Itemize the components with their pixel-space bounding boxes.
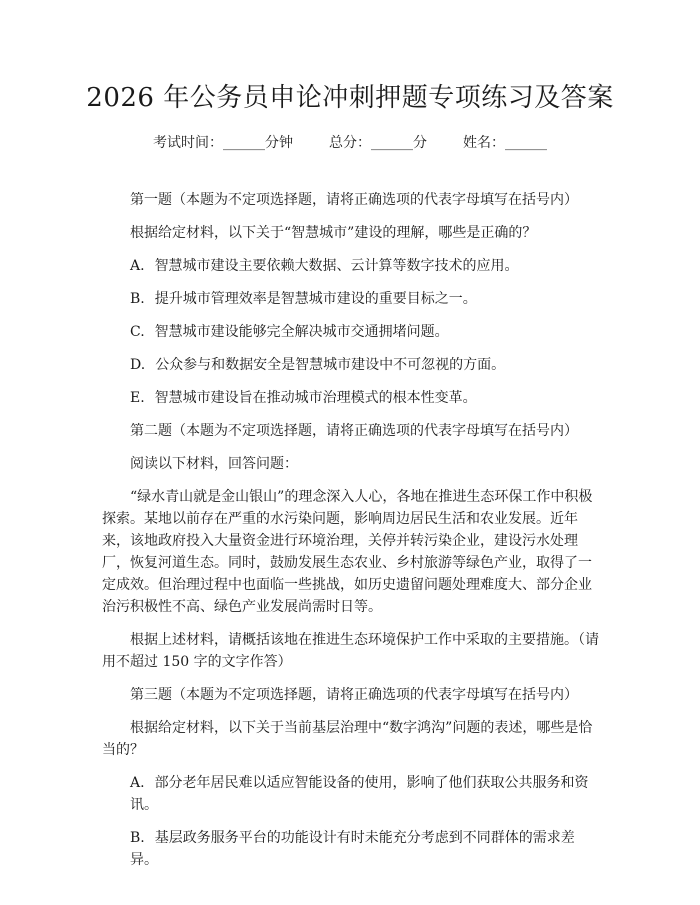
question-1-heading: 第一题（本题为不定项选择题，请将正确选项的代表字母填写在括号内） [130, 192, 578, 208]
option-letter: E. [130, 390, 145, 406]
question-3-stem: 根据给定材料，以下关于当前基层治理中“数字鸿沟”问题的表述，哪些是恰当的？ [102, 720, 593, 758]
option-text: 智慧城市建设能够完全解决城市交通拥堵问题。 [154, 324, 449, 340]
exam-meta-line [0, 133, 700, 153]
exam-time-field: 考试时间：______分钟 [153, 135, 293, 151]
question-1-option-d [102, 354, 600, 376]
total-score-field: 总分：______分 [329, 135, 427, 151]
question-1-option-c [102, 321, 600, 343]
question-2-question: 根据上述材料，请概括该地在推进生态环境保护工作中采取的主要措施。（请用不超过 150 字的文字作答） [102, 632, 599, 670]
name-field: 姓名：______ [463, 135, 547, 151]
document-body [102, 189, 600, 882]
question-1-stem: 根据给定材料，以下关于“智慧城市”建设的理解，哪些是正确的？ [130, 225, 537, 241]
option-letter: A. [130, 258, 145, 274]
question-2-intro: 阅读以下材料，回答问题： [130, 456, 298, 472]
option-text: 智慧城市建设主要依赖大数据、云计算等数字技术的应用。 [154, 258, 519, 274]
option-letter: C. [130, 324, 145, 340]
question-2-material: “绿水青山就是金山银山”的理念深入人心，各地在推进生态环保工作中积极探索。某地以前存在严重的水污染问题，影响周边居民生活和农业发展。近年来，该地政府投入大量资金进行环境治理，关停并转污染企业，建设污水处理厂，恢复河道生态。同时，鼓励发展生态农业、乡村旅游等绿色产业，取得了一定成效。但治理过程中也面临一些挑战，如历史遗留问题处理难度大、部分企业治污积极性不高、绿色产业发展尚需时日等。 [102, 489, 593, 615]
question-2-heading: 第二题（本题为不定项选择题，请将正确选项的代表字母填写在括号内） [130, 423, 578, 439]
document-title: 2026 年公务员申论冲刺押题专项练习及答案 [86, 83, 614, 113]
question-3-heading: 第三题（本题为不定项选择题，请将正确选项的代表字母填写在括号内） [130, 687, 578, 703]
option-letter: B. [130, 830, 145, 846]
option-text: 提升城市管理效率是智慧城市建设的重要目标之一。 [154, 291, 477, 307]
question-3-option-b [102, 827, 600, 871]
question-3-option-a [102, 772, 600, 816]
question-1-option-e [102, 387, 600, 409]
option-letter: A. [130, 775, 145, 791]
option-text: 智慧城市建设旨在推动城市治理模式的根本性变革。 [154, 390, 477, 406]
option-letter: B. [130, 291, 145, 307]
question-1-option-a [102, 255, 600, 277]
question-1-option-b [102, 288, 600, 310]
option-letter: D. [130, 357, 146, 373]
option-text: 基层政务服务平台的功能设计有时未能充分考虑到不同群体的需求差异。 [130, 830, 575, 868]
option-text: 部分老年居民难以适应智能设备的使用，影响了他们获取公共服务和资讯。 [130, 775, 589, 813]
option-text: 公众参与和数据安全是智慧城市建设中不可忽视的方面。 [155, 357, 506, 373]
